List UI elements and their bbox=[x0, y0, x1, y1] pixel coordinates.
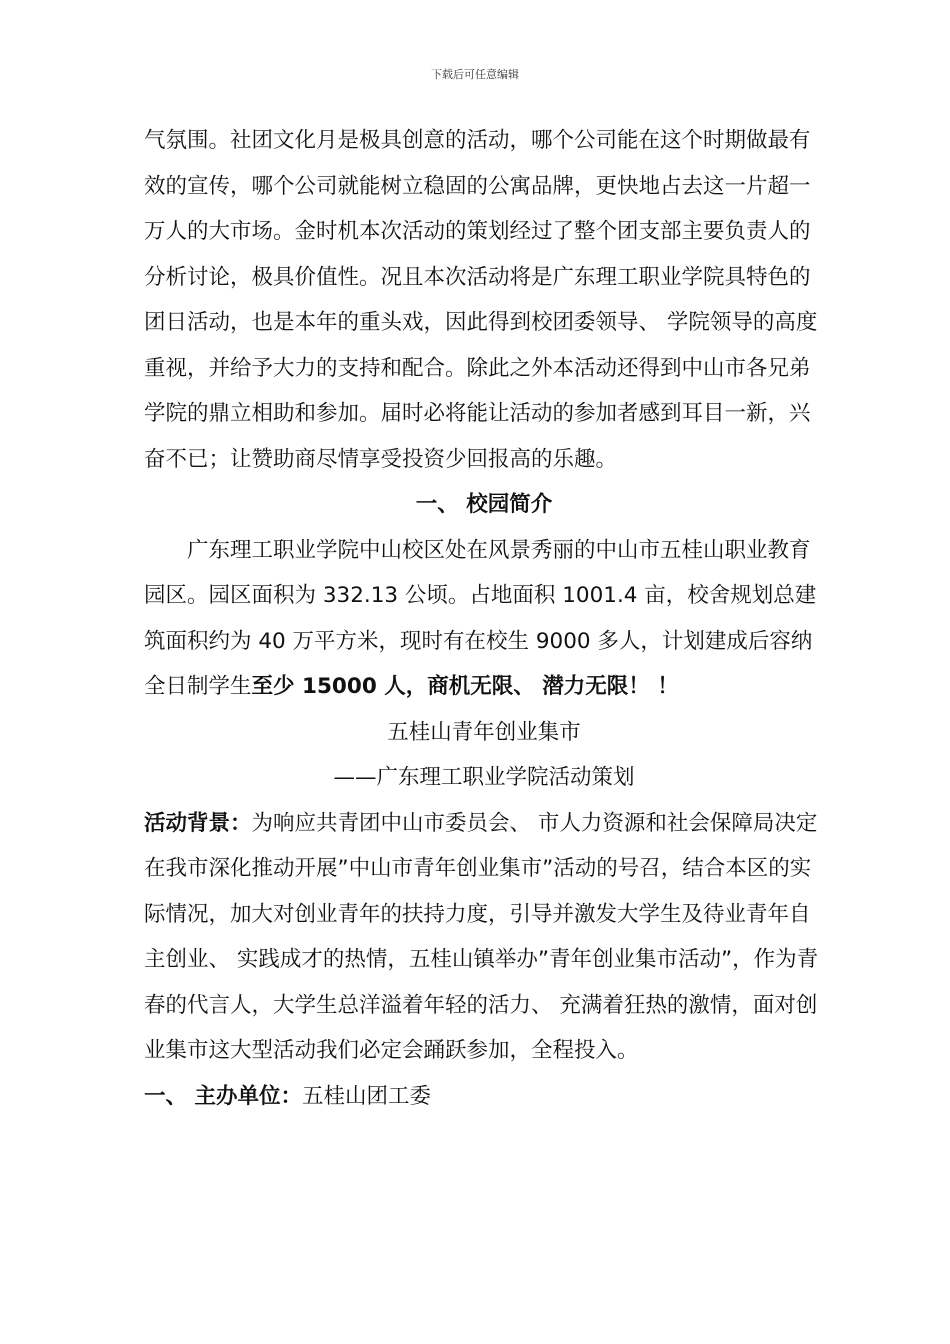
organizer-line bbox=[144, 1074, 824, 1120]
background-text: 为响应共青团中山市委员会、 市人力资源和社会保障局决定在我市深化推动开展”中山市青年创业集市”活动的号召，结合本区的实际情况，加大对创业青年的扶持力度，引导并激发大学生及待业青年自主创业、 实践成才的热情，五桂山镇举办”青年创业集市活动”，作为青春的代言人，大学生总洋溢着年轻的活力、 充满着狂热的激情，面对创业集市这大型活动我们必定会踊跃参加，全程投入。 bbox=[144, 810, 819, 1063]
background-label: 活动背景： bbox=[144, 810, 252, 836]
document-body bbox=[144, 118, 824, 1119]
organizer-label: 一、 主办单位： bbox=[144, 1083, 302, 1109]
campus-paragraph bbox=[144, 528, 824, 710]
page-header: 下载后可任意编辑 bbox=[431, 68, 519, 81]
intro-paragraph: 气氛围。社团文化月是极具创意的活动，哪个公司能在这个时期做最有效的宣传，哪个公司就能树立稳固的公寓品牌，更快地占去这一片超一万人的大市场。金时机本次活动的策划经过了整个团支部主要负责人的分析讨论，极具价值性。况且本次活动将是广东理工职业学院具特色的团日活动，也是本年的重头戏，因此得到校团委领导、 学院领导的高度重视，并给予大力的支持和配合。除此之外本活动还得到中山市各兄弟学院的鼎立相助和参加。届时必将能让活动的参加者感到耳目一新，兴奋不已；让赞助商尽情享受投资少回报高的乐趣。 bbox=[144, 128, 818, 472]
campus-text: 广东理工职业学院中山校区处在风景秀丽的中山市五桂山职业教育园区。园区面积为 332.13 公顷。占地面积 1001.4 亩，校舍规划总建筑面积约为 40 万平方米，现时有在校生 9000 多人，计划建成后容纳全日制学生 bbox=[144, 537, 817, 699]
campus-highlight: 至少 15000 人，商机无限、 潜力无限！ ！ bbox=[251, 674, 679, 699]
event-subtitle: ——广东理工职业学院活动策划 bbox=[333, 765, 635, 790]
background-paragraph bbox=[144, 801, 824, 1074]
organizer-value: 五桂山团工委 bbox=[302, 1083, 432, 1109]
section-heading-campus: 一、 校园简介 bbox=[415, 492, 553, 517]
event-title: 五桂山青年创业集市 bbox=[387, 719, 581, 745]
